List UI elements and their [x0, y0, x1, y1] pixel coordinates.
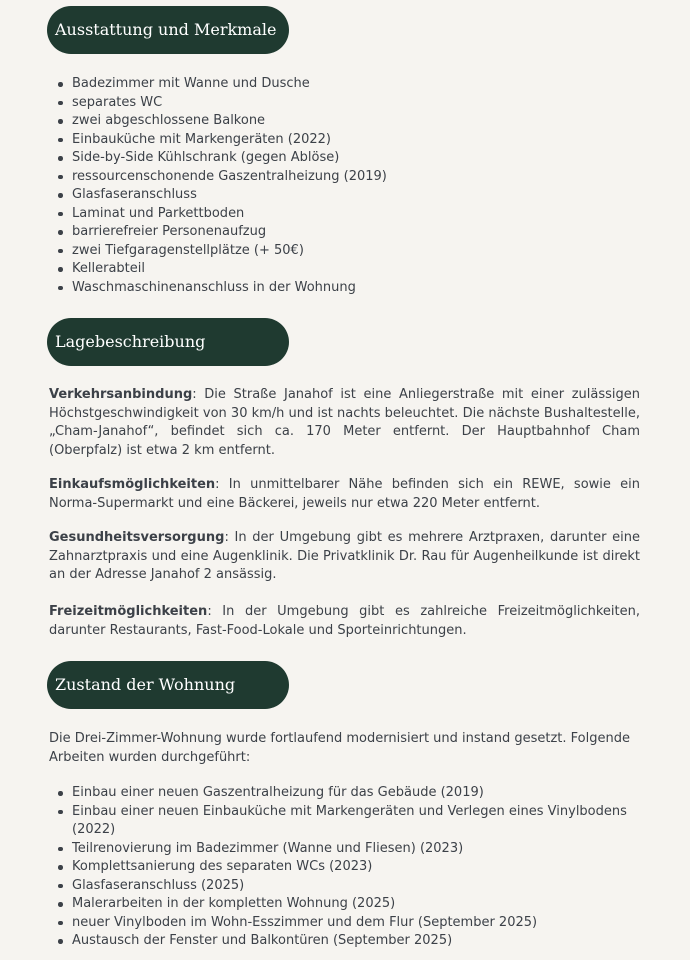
- paragraph-zustand-intro: Die Drei-Zimmer-Wohnung wurde fortlaufend modernisiert und instand gesetzt. Folgende Arbeiten wurden durchgeführt:: [49, 731, 630, 765]
- list-item: Waschmaschinenanschluss in der Wohnung: [55, 279, 642, 298]
- features-list: [55, 75, 642, 297]
- paragraph-label: Einkaufsmöglichkeiten: [49, 477, 216, 492]
- list-item: Komplettsanierung des separaten WCs (2023): [55, 858, 642, 877]
- paragraph-text: : In der Umgebung gibt es mehrere Arztpraxen, darunter eine Zahnarztpraxis und eine Augenklinik. Die Privatklinik Dr. Rau für Augenheilkunde ist direkt an der Adresse Janahof 2 ansässig.: [49, 530, 640, 582]
- list-item: neuer Vinylboden im Wohn-Esszimmer und dem Flur (September 2025): [55, 914, 642, 933]
- list-item: barrierefreier Personenaufzug: [55, 223, 642, 242]
- renovation-list: [55, 784, 642, 951]
- paragraph-label: Gesundheitsversorgung: [49, 530, 225, 545]
- paragraph-freizeitmoeglichkeiten: [49, 603, 640, 640]
- section-heading-ausstattung: Ausstattung und Merkmale: [47, 6, 289, 54]
- list-item: Einbau einer neuen Gaszentralheizung für das Gebäude (2019): [55, 784, 642, 803]
- list-item: Badezimmer mit Wanne und Dusche: [55, 75, 642, 94]
- paragraph-gesundheitsversorgung: [49, 529, 640, 585]
- list-item: Einbau einer neuen Einbauküche mit Markengeräten und Verlegen eines Vinylbodens (2022): [55, 803, 642, 840]
- list-item: Einbauküche mit Markengeräten (2022): [55, 131, 642, 150]
- paragraph-text: : In der Umgebung gibt es zahlreiche Freizeitmöglichkeiten, darunter Restaurants, Fast-Food-Lokale und Sporteinrichtungen.: [49, 604, 640, 638]
- paragraph-text: : In unmittelbarer Nähe befinden sich ein REWE, sowie ein Norma-Supermarkt und eine Bäckerei, jeweils nur etwa 220 Meter entfernt.: [49, 477, 640, 511]
- paragraph-text: : Die Straße Janahof ist eine Anliegerstraße mit einer zulässigen Höchstgeschwindigkeit von 30 km/h und ist nachts beleuchtet. Die nächste Bushaltestelle, „Cham-Janahof“, befindet sich ca. 170 Meter entfernt. Der Hauptbahnhof Cham (Oberpfalz) ist etwa 2 km entfernt.: [49, 387, 640, 458]
- paragraph-verkehrsanbindung: [49, 386, 640, 460]
- list-item: Glasfaseranschluss (2025): [55, 877, 642, 896]
- list-item: separates WC: [55, 94, 642, 113]
- list-item: zwei abgeschlossene Balkone: [55, 112, 642, 131]
- list-item: Teilrenovierung im Badezimmer (Wanne und Fliesen) (2023): [55, 840, 642, 859]
- list-item: Austausch der Fenster und Balkontüren (September 2025): [55, 932, 642, 951]
- list-item: Malerarbeiten in der kompletten Wohnung (2025): [55, 895, 642, 914]
- paragraph-einkaufsmoeglichkeiten: [49, 476, 640, 513]
- list-item: Laminat und Parkettboden: [55, 205, 642, 224]
- paragraph-label: Verkehrsanbindung: [49, 387, 193, 402]
- list-item: ressourcenschonende Gaszentralheizung (2019): [55, 168, 642, 187]
- list-item: Side-by-Side Kühlschrank (gegen Ablöse): [55, 149, 642, 168]
- list-item: Glasfaseranschluss: [55, 186, 642, 205]
- paragraph-label: Freizeitmöglichkeiten: [49, 604, 208, 619]
- section-heading-zustand: Zustand der Wohnung: [47, 661, 289, 709]
- list-item: zwei Tiefgaragenstellplätze (+ 50€): [55, 242, 642, 261]
- list-item: Kellerabteil: [55, 260, 642, 279]
- section-heading-lage: Lagebeschreibung: [47, 318, 289, 366]
